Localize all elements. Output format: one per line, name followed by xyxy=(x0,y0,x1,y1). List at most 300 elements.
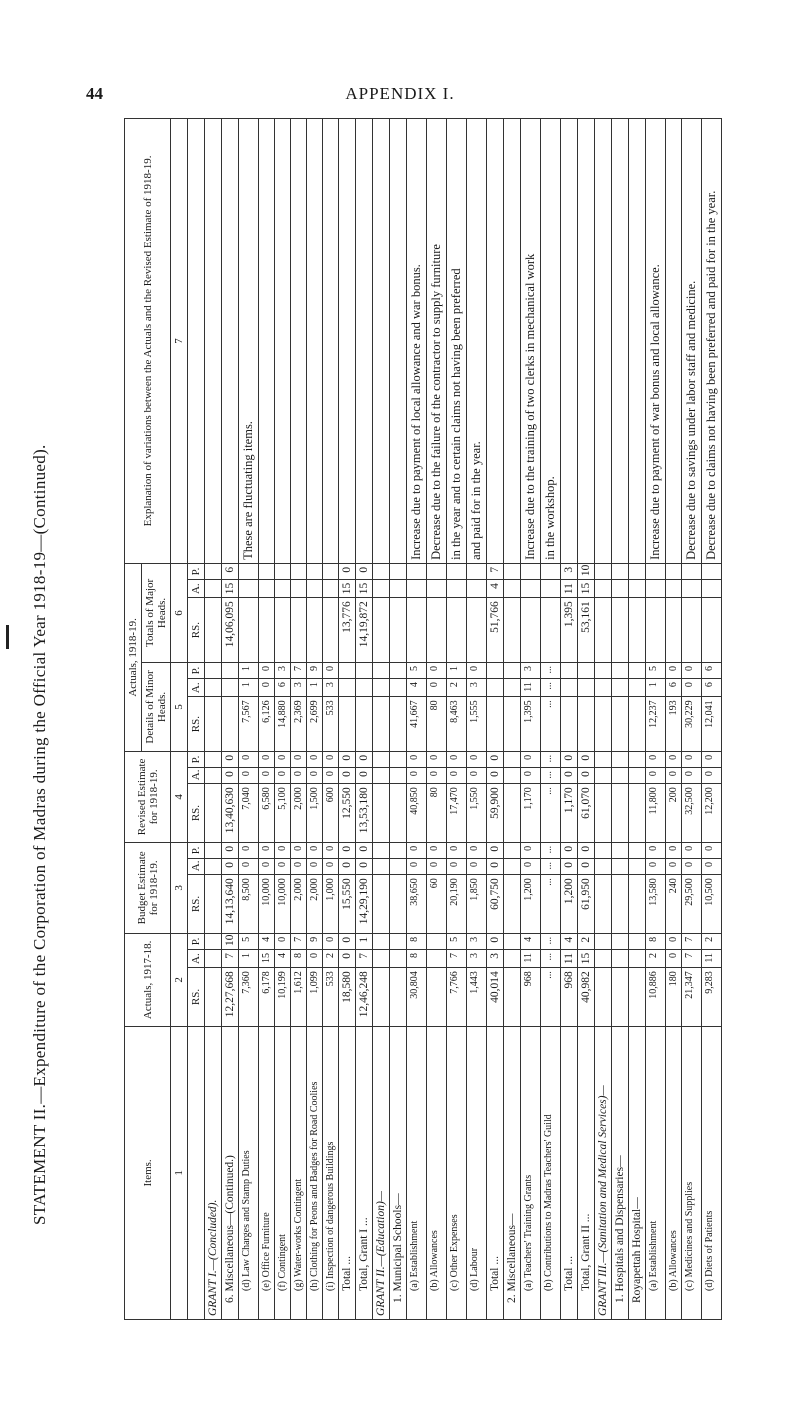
amount-rupees xyxy=(407,598,427,663)
amount-annas: 0 xyxy=(323,859,339,875)
amount-pies xyxy=(612,933,629,949)
amount-pies xyxy=(629,662,646,678)
amount-pies xyxy=(205,662,222,678)
amount-annas: 7 xyxy=(447,950,467,968)
row-explanation xyxy=(339,119,356,564)
amount-annas xyxy=(504,679,521,697)
amount-rupees: 14,13,640 xyxy=(222,875,239,934)
col-number: 5 xyxy=(171,662,188,751)
amount-rupees: 1,395 xyxy=(521,697,541,752)
amount-rupees: 180 xyxy=(666,968,682,1027)
amount-rupees: 15,550 xyxy=(339,875,356,934)
amount-pies: 0 xyxy=(323,662,339,678)
amount-rupees: 533 xyxy=(323,697,339,752)
amount-annas: 1 xyxy=(239,950,259,968)
amount-rupees xyxy=(504,968,521,1027)
amount-annas xyxy=(578,679,595,697)
amount-rupees xyxy=(595,784,612,843)
table-row xyxy=(239,119,259,1320)
amount-pies xyxy=(504,751,521,767)
table-row xyxy=(504,119,521,1320)
amount-pies: 0 xyxy=(356,751,373,767)
amount-rupees xyxy=(467,598,487,663)
row-explanation: Increase due to payment of war bonus and local allowance. xyxy=(646,119,666,564)
unit-a: A. xyxy=(188,768,205,784)
amount-rupees: 17,470 xyxy=(447,784,467,843)
amount-annas xyxy=(390,859,407,875)
amount-annas xyxy=(595,580,612,598)
row-explanation xyxy=(578,119,595,564)
amount-pies xyxy=(222,662,239,678)
amount-pies: 5 xyxy=(447,933,467,949)
amount-annas xyxy=(504,580,521,598)
amount-pies: 0 xyxy=(339,933,356,949)
row-item-label: (a) Establishment xyxy=(407,1026,427,1319)
amount-pies xyxy=(373,842,390,858)
amount-annas: 0 xyxy=(561,859,578,875)
amount-annas: 3 xyxy=(467,950,487,968)
amount-pies: 0 xyxy=(447,842,467,858)
amount-rupees: 533 xyxy=(323,968,339,1027)
table-row xyxy=(521,119,541,1320)
amount-rupees: ... xyxy=(541,697,561,752)
amount-annas xyxy=(390,950,407,968)
amount-rupees: 60,750 xyxy=(487,875,504,934)
row-item-label: Total ... xyxy=(561,1026,578,1319)
amount-pies xyxy=(666,563,682,579)
amount-rupees: 12,550 xyxy=(339,784,356,843)
row-item-label: (a) Teachers' Training Grants xyxy=(521,1026,541,1319)
amount-rupees: 9,283 xyxy=(702,968,722,1027)
table-row xyxy=(259,119,275,1320)
row-item-label: GRANT I.—(Concluded). xyxy=(205,1026,222,1319)
amount-rupees xyxy=(390,697,407,752)
amount-rupees: 14,880 xyxy=(275,697,291,752)
amount-annas: ... xyxy=(541,950,561,968)
row-item-label: (b) Allowances xyxy=(427,1026,447,1319)
row-explanation: Decrease due to the failure of the contractor to supply furniture xyxy=(427,119,447,564)
amount-annas: 0 xyxy=(578,859,595,875)
amount-rupees: 6,580 xyxy=(259,784,275,843)
amount-pies xyxy=(427,563,447,579)
amount-pies: 0 xyxy=(427,842,447,858)
amount-pies: 6 xyxy=(222,563,239,579)
row-explanation xyxy=(561,119,578,564)
amount-annas xyxy=(447,580,467,598)
row-item-label: 1. Hospitals and Dispensaries— xyxy=(612,1026,629,1319)
amount-pies xyxy=(629,842,646,858)
amount-annas: 0 xyxy=(291,768,307,784)
row-explanation xyxy=(275,119,291,564)
amount-pies: 0 xyxy=(702,842,722,858)
amount-rupees: 51,766 xyxy=(487,598,504,663)
row-explanation xyxy=(629,119,646,564)
amount-rupees: 30,229 xyxy=(682,697,702,752)
amount-annas: 0 xyxy=(447,768,467,784)
amount-pies: 4 xyxy=(561,933,578,949)
amount-rupees: 1,395 xyxy=(561,598,578,663)
amount-rupees xyxy=(612,968,629,1027)
row-item-label: 6. Miscellaneous—(Continued.) xyxy=(222,1026,239,1319)
amount-rupees: ... xyxy=(541,784,561,843)
amount-rupees: 10,199 xyxy=(275,968,291,1027)
amount-annas xyxy=(629,679,646,697)
amount-annas xyxy=(407,580,427,598)
amount-annas: 7 xyxy=(682,950,702,968)
amount-annas: ... xyxy=(541,679,561,697)
col-minor: Details of Minor Heads. xyxy=(142,662,171,751)
amount-rupees: 10,500 xyxy=(702,875,722,934)
amount-rupees xyxy=(307,598,323,663)
amount-annas xyxy=(339,679,356,697)
amount-rupees: 40,982 xyxy=(578,968,595,1027)
amount-rupees xyxy=(427,968,447,1027)
amount-annas xyxy=(612,859,629,875)
table-row xyxy=(578,119,595,1320)
row-item-label: (d) Law Charges and Stamp Duties xyxy=(239,1026,259,1319)
unit-a: A. xyxy=(188,950,205,968)
amount-pies: 0 xyxy=(291,751,307,767)
amount-pies xyxy=(259,563,275,579)
amount-pies xyxy=(373,751,390,767)
amount-pies: 7 xyxy=(291,933,307,949)
amount-pies: 6 xyxy=(702,662,722,678)
amount-pies: 0 xyxy=(487,751,504,767)
amount-rupees xyxy=(205,697,222,752)
amount-rupees: 2,369 xyxy=(291,697,307,752)
amount-pies xyxy=(239,563,259,579)
amount-pies xyxy=(205,933,222,949)
amount-annas: 0 xyxy=(259,859,275,875)
amount-pies xyxy=(612,842,629,858)
amount-rupees: 59,900 xyxy=(487,784,504,843)
amount-pies: 0 xyxy=(521,751,541,767)
amount-pies: 5 xyxy=(646,662,666,678)
amount-rupees xyxy=(205,875,222,934)
amount-annas: 11 xyxy=(521,679,541,697)
amount-pies xyxy=(307,563,323,579)
row-item-label: (d) Diets of Patients xyxy=(702,1026,722,1319)
amount-pies: ... xyxy=(541,751,561,767)
amount-rupees: 1,500 xyxy=(307,784,323,843)
amount-pies: ... xyxy=(541,842,561,858)
unit-a: A. xyxy=(188,679,205,697)
amount-rupees xyxy=(629,968,646,1027)
table-row xyxy=(629,119,646,1320)
amount-pies: 0 xyxy=(561,842,578,858)
table-row xyxy=(407,119,427,1320)
row-explanation xyxy=(504,119,521,564)
amount-annas: 11 xyxy=(561,580,578,598)
amount-annas: 0 xyxy=(407,768,427,784)
amount-rupees xyxy=(447,598,467,663)
amount-annas xyxy=(323,580,339,598)
amount-pies xyxy=(646,563,666,579)
amount-annas: 0 xyxy=(487,768,504,784)
amount-rupees: 12,27,668 xyxy=(222,968,239,1027)
table-row xyxy=(291,119,307,1320)
unit-blank xyxy=(188,119,205,564)
amount-annas: 0 xyxy=(467,859,487,875)
amount-rupees xyxy=(323,598,339,663)
amount-annas: 4 xyxy=(407,679,427,697)
amount-pies xyxy=(595,563,612,579)
amount-pies xyxy=(467,563,487,579)
amount-pies: 0 xyxy=(307,842,323,858)
amount-rupees: 12,237 xyxy=(646,697,666,752)
amount-annas xyxy=(487,679,504,697)
amount-pies: 0 xyxy=(487,933,504,949)
amount-pies xyxy=(629,751,646,767)
amount-rupees: 80 xyxy=(427,697,447,752)
statement-title: STATEMENT II.—Expenditure of the Corporation of Madras during the Official Year 1918-19—(Continued). xyxy=(30,444,49,1225)
row-explanation: These are fluctuating items. xyxy=(239,119,259,564)
amount-annas xyxy=(373,859,390,875)
amount-rupees xyxy=(612,598,629,663)
amount-pies: 0 xyxy=(427,662,447,678)
amount-rupees: 7,360 xyxy=(239,968,259,1027)
amount-rupees: 600 xyxy=(323,784,339,843)
row-item-label: (e) Office Furniture xyxy=(259,1026,275,1319)
amount-pies xyxy=(504,563,521,579)
amount-pies: 0 xyxy=(222,842,239,858)
amount-annas xyxy=(373,580,390,598)
amount-annas: 0 xyxy=(259,768,275,784)
amount-rupees: 5,100 xyxy=(275,784,291,843)
amount-rupees: 200 xyxy=(666,784,682,843)
row-explanation: in the workshop. xyxy=(541,119,561,564)
amount-pies xyxy=(205,751,222,767)
amount-annas: 1 xyxy=(239,679,259,697)
amount-rupees: 2,699 xyxy=(307,697,323,752)
row-explanation xyxy=(356,119,373,564)
amount-annas xyxy=(205,679,222,697)
row-item-label: (c) Other Expenses xyxy=(447,1026,467,1319)
amount-rupees: 13,40,630 xyxy=(222,784,239,843)
amount-pies: 3 xyxy=(521,662,541,678)
unit-p: P. xyxy=(188,751,205,767)
amount-annas: 1 xyxy=(307,679,323,697)
amount-pies xyxy=(291,563,307,579)
amount-annas xyxy=(504,859,521,875)
amount-annas: 15 xyxy=(578,950,595,968)
amount-annas: 8 xyxy=(291,950,307,968)
amount-rupees xyxy=(487,697,504,752)
amount-rupees: 20,190 xyxy=(447,875,467,934)
amount-annas: 0 xyxy=(307,950,323,968)
unit-p: P. xyxy=(188,662,205,678)
amount-pies: 7 xyxy=(291,662,307,678)
amount-rupees xyxy=(275,598,291,663)
amount-pies: 0 xyxy=(356,563,373,579)
row-item-label: Total ... xyxy=(487,1026,504,1319)
col-budget: Budget Estimate for 1918-19. xyxy=(125,842,171,933)
amount-rupees xyxy=(205,968,222,1027)
amount-annas: 0 xyxy=(339,859,356,875)
amount-rupees: 968 xyxy=(561,968,578,1027)
amount-rupees: 38,650 xyxy=(407,875,427,934)
amount-pies xyxy=(541,563,561,579)
row-explanation xyxy=(259,119,275,564)
row-explanation: in the year and to certain claims not having been preferred xyxy=(447,119,467,564)
amount-annas: 0 xyxy=(682,679,702,697)
amount-pies: 0 xyxy=(259,751,275,767)
amount-annas xyxy=(561,679,578,697)
amount-rupees xyxy=(427,598,447,663)
table-row xyxy=(339,119,356,1320)
amount-rupees xyxy=(373,784,390,843)
amount-rupees xyxy=(504,784,521,843)
amount-annas: 3 xyxy=(291,679,307,697)
amount-annas: 2 xyxy=(646,950,666,968)
amount-annas xyxy=(373,768,390,784)
amount-pies: 9 xyxy=(307,933,323,949)
amount-rupees: 12,041 xyxy=(702,697,722,752)
amount-rupees: 7,567 xyxy=(239,697,259,752)
table-row xyxy=(447,119,467,1320)
amount-annas: 0 xyxy=(307,859,323,875)
amount-annas: 4 xyxy=(487,580,504,598)
table-row xyxy=(541,119,561,1320)
amount-annas: 11 xyxy=(561,950,578,968)
amount-pies xyxy=(205,563,222,579)
row-explanation: Increase due to the training of two clerks in mechanical work xyxy=(521,119,541,564)
amount-pies xyxy=(629,563,646,579)
amount-rupees: 14,29,190 xyxy=(356,875,373,934)
amount-pies xyxy=(682,563,702,579)
amount-rupees: 80 xyxy=(427,784,447,843)
amount-rupees: 13,776 xyxy=(339,598,356,663)
amount-pies xyxy=(702,563,722,579)
amount-pies: 0 xyxy=(239,842,259,858)
amount-annas xyxy=(612,580,629,598)
amount-pies: 5 xyxy=(407,662,427,678)
amount-pies: 0 xyxy=(561,751,578,767)
amount-annas: 0 xyxy=(666,859,682,875)
amount-annas: 0 xyxy=(407,859,427,875)
amount-annas: 0 xyxy=(427,859,447,875)
amount-pies: 1 xyxy=(239,662,259,678)
amount-rupees xyxy=(595,875,612,934)
amount-rupees xyxy=(222,697,239,752)
amount-pies: 0 xyxy=(467,842,487,858)
amount-annas: 15 xyxy=(339,580,356,598)
amount-rupees: 2,000 xyxy=(291,875,307,934)
amount-annas xyxy=(307,580,323,598)
amount-pies: 0 xyxy=(578,842,595,858)
amount-annas: 0 xyxy=(339,950,356,968)
amount-annas: 6 xyxy=(666,679,682,697)
amount-annas xyxy=(205,768,222,784)
amount-rupees: 41,667 xyxy=(407,697,427,752)
col-number: 4 xyxy=(171,751,188,842)
amount-annas xyxy=(702,580,722,598)
amount-pies: 0 xyxy=(339,563,356,579)
amount-rupees: 60 xyxy=(427,875,447,934)
amount-rupees: 1,170 xyxy=(561,784,578,843)
row-explanation xyxy=(595,119,612,564)
amount-annas xyxy=(275,580,291,598)
unit-p: P. xyxy=(188,842,205,858)
row-item-label: (a) Establishment xyxy=(646,1026,666,1319)
row-item-label: Royapettah Hospital— xyxy=(629,1026,646,1319)
amount-pies: 0 xyxy=(239,751,259,767)
unit-a: A. xyxy=(188,580,205,598)
amount-annas: 0 xyxy=(666,950,682,968)
amount-rupees xyxy=(595,697,612,752)
col-number: 6 xyxy=(171,563,188,662)
amount-rupees: 18,580 xyxy=(339,968,356,1027)
unit-a: A. xyxy=(188,859,205,875)
amount-pies: 0 xyxy=(578,751,595,767)
unit-rs: RS. xyxy=(188,784,205,843)
amount-rupees xyxy=(390,875,407,934)
amount-pies: ... xyxy=(541,933,561,949)
amount-annas: 6 xyxy=(702,679,722,697)
amount-rupees: ... xyxy=(541,875,561,934)
row-item-label: 2. Miscellaneous— xyxy=(504,1026,521,1319)
amount-annas: 0 xyxy=(447,859,467,875)
statement-table-frame xyxy=(124,118,744,1320)
amount-pies xyxy=(427,933,447,949)
amount-annas xyxy=(682,580,702,598)
amount-pies xyxy=(447,563,467,579)
amount-annas: 0 xyxy=(339,768,356,784)
amount-annas xyxy=(521,580,541,598)
amount-pies: 0 xyxy=(487,842,504,858)
amount-rupees: 53,161 xyxy=(578,598,595,663)
amount-annas: 8 xyxy=(407,950,427,968)
amount-pies: 9 xyxy=(307,662,323,678)
amount-pies: 0 xyxy=(666,842,682,858)
row-explanation: Increase due to payment of local allowance and war bonus. xyxy=(407,119,427,564)
amount-pies: 2 xyxy=(702,933,722,949)
col-number: 7 xyxy=(171,119,188,564)
amount-rupees: 1,099 xyxy=(307,968,323,1027)
unit-rs: RS. xyxy=(188,598,205,663)
amount-rupees: 1,000 xyxy=(323,875,339,934)
amount-pies xyxy=(373,662,390,678)
amount-pies: 0 xyxy=(666,751,682,767)
amount-pies xyxy=(390,751,407,767)
amount-rupees xyxy=(629,875,646,934)
table-row xyxy=(323,119,339,1320)
amount-pies: 0 xyxy=(275,751,291,767)
amount-annas: 0 xyxy=(702,859,722,875)
amount-pies: 0 xyxy=(291,842,307,858)
page-number: 44 xyxy=(86,84,103,103)
amount-annas xyxy=(259,580,275,598)
row-explanation xyxy=(487,119,504,564)
amount-annas xyxy=(390,679,407,697)
amount-rupees xyxy=(373,598,390,663)
amount-annas xyxy=(239,580,259,598)
amount-rupees: 40,014 xyxy=(487,968,504,1027)
amount-rupees: 1,200 xyxy=(561,875,578,934)
amount-pies: 0 xyxy=(467,662,487,678)
amount-rupees xyxy=(595,968,612,1027)
amount-rupees: 61,070 xyxy=(578,784,595,843)
amount-annas: 15 xyxy=(578,580,595,598)
amount-rupees: 1,170 xyxy=(521,784,541,843)
amount-rupees xyxy=(612,875,629,934)
row-item-label: GRANT II.—(Education)— xyxy=(373,1026,390,1319)
row-item-label: (g) Water-works Contingent xyxy=(291,1026,307,1319)
table-row xyxy=(427,119,447,1320)
amount-rupees: 14,06,095 xyxy=(222,598,239,663)
margin-mark xyxy=(6,625,9,649)
amount-pies: 0 xyxy=(666,662,682,678)
